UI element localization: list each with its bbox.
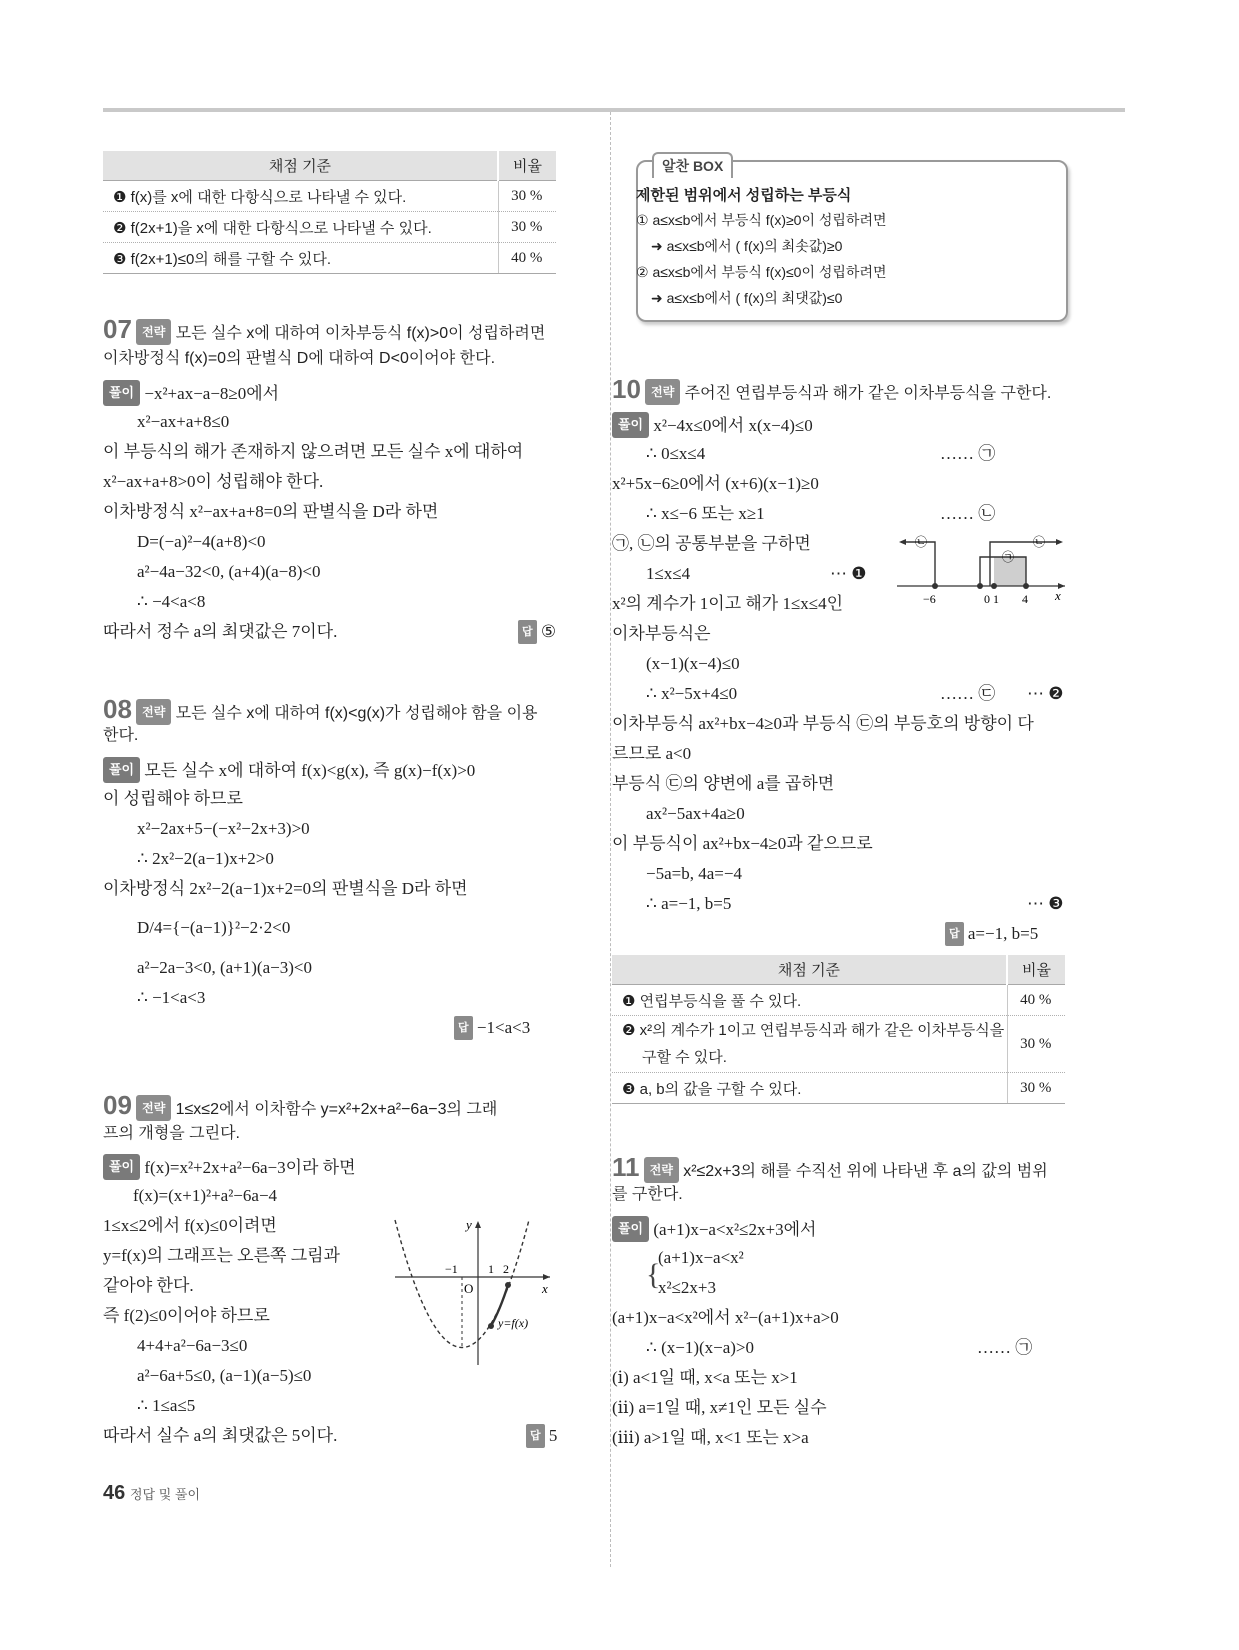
- solution-tag: 풀이: [103, 380, 140, 406]
- step-mark: ⋯ ❷: [1027, 684, 1064, 703]
- answer-tag: 답: [945, 922, 964, 946]
- table-row: [103, 181, 556, 212]
- solution-tag: 풀이: [612, 1216, 649, 1242]
- strategy-text: 프의 개형을 그린다.: [103, 1125, 240, 1142]
- tip-box-heading: 제한된 범위에서 성립하는 부등식: [636, 187, 852, 204]
- ratio-cell: 30 %: [1007, 1016, 1065, 1073]
- table-row: [103, 212, 556, 243]
- solution-line: a²−6a+5≤0, (a−1)(a−5)≤0: [137, 1366, 312, 1385]
- answer-tag: 답: [526, 1424, 545, 1448]
- strategy-text: 주어진 연립부등식과 해가 같은 이차부등식을 구한다.: [684, 385, 1052, 402]
- strategy-text: 한다.: [103, 727, 139, 744]
- point-4: [1023, 583, 1029, 589]
- answer-tag: 답: [518, 620, 537, 644]
- page-number: 46: [103, 1482, 126, 1504]
- table-row: [612, 1016, 1065, 1073]
- problem-11-heading: [612, 1152, 1048, 1184]
- solution-line: (a+1)x−a<x²에서 x²−(a+1)x+a>0: [612, 1308, 839, 1327]
- strategy-text: 모든 실수 x에 대하여 이차부등식 f(x)>0이 성립하려면: [175, 325, 546, 342]
- solution-line: ∴ x≤−6 또는 x≥1: [646, 504, 765, 523]
- strategy-tag: 전략: [644, 1157, 679, 1183]
- solution-line: [103, 380, 279, 406]
- solution-line: −5a=b, 4a=−4: [646, 864, 742, 883]
- criterion-cell: ❶ 연립부등식을 풀 수 있다.: [612, 985, 1007, 1016]
- solution-line: 4+4+a²−6a−3≤0: [137, 1336, 248, 1355]
- problem-number: 10: [612, 374, 641, 404]
- solution-line: 르므로 a<0: [612, 744, 692, 763]
- solution-line: x²+5x−6≥0에서 (x+6)(x−1)≥0: [612, 474, 819, 493]
- point-1: [991, 583, 997, 589]
- column-divider: [610, 112, 611, 1567]
- solution-line: x²−ax+a+8>0이 성립해야 한다.: [103, 472, 324, 491]
- tip-box-title: 알찬 BOX: [652, 152, 733, 178]
- criterion-cell: ❷ f(2x+1)을 x에 대한 다항식으로 나타낼 수 있다.: [103, 212, 498, 243]
- tick-label: −6: [923, 592, 936, 606]
- solution-line: f(x)=(x+1)²+a²−6a−4: [133, 1186, 278, 1205]
- strategy-text: x²≤2x+3의 해를 수직선 위에 나타낸 후 a의 값의 범위: [683, 1163, 1048, 1180]
- strategy-tag: 전략: [645, 379, 680, 405]
- table-header-criterion: 채점 기준: [103, 151, 498, 181]
- system-brace: {: [646, 1258, 661, 1291]
- y-label: y: [466, 1217, 472, 1232]
- solution-line: ∴ a=−1, b=5: [646, 894, 732, 913]
- solution-line: 이 성립해야 하므로: [103, 789, 243, 808]
- solution-line: y=f(x)의 그래프는 오른쪽 그림과: [103, 1246, 340, 1265]
- solution-line: x²−2ax+5−(−x²−2x+3)>0: [137, 819, 310, 838]
- tick-label: −1: [445, 1262, 458, 1276]
- solution-line: (ⅲ) a>1일 때, x<1 또는 x>a: [612, 1428, 809, 1447]
- criterion-text: ❷ x²의 계수가 1이고 연립부등식과 해가 같은 이차부등식을: [622, 1022, 1005, 1039]
- solution-line: 즉 f(2)≤0이어야 하므로: [103, 1306, 270, 1325]
- table-row: [612, 1073, 1065, 1104]
- solution-line: (x−1)(x−4)≤0: [646, 654, 740, 673]
- solution-line: [103, 1154, 356, 1180]
- solution-line: a²−2a−3<0, (a+1)(a−3)<0: [137, 958, 312, 977]
- solution-line: ∴ −4<a<8: [137, 592, 206, 611]
- solution-line: 이 부등식의 해가 존재하지 않으려면 모든 실수 x에 대하여: [103, 442, 524, 461]
- origin-label: O: [464, 1281, 474, 1296]
- table-row: [103, 243, 556, 274]
- region-left-arrow: [899, 539, 906, 545]
- page-footer: [103, 1482, 200, 1505]
- criterion-cell: ❸ f(2x+1)≤0의 해를 구할 수 있다.: [103, 243, 498, 274]
- answer: [945, 922, 1038, 946]
- top-rule: [103, 108, 1125, 112]
- region-label: ㉡: [1033, 535, 1046, 549]
- answer-value: −1<a<3: [476, 1018, 531, 1037]
- problem-number: 11: [612, 1152, 640, 1182]
- problem-number: 08: [103, 694, 132, 724]
- solution-line: 이차방정식 2x²−2(a−1)x+2=0의 판별식을 D라 하면: [103, 879, 468, 898]
- tick-label: 4: [1022, 592, 1028, 606]
- solution-text: 모든 실수 x에 대하여 f(x)<g(x), 즉 g(x)−f(x)>0: [144, 761, 476, 780]
- x-axis-arrow: [543, 1274, 550, 1280]
- tip-box-line: ➜ a≤x≤b에서 ( f(x)의 최댓값)≤0: [651, 290, 843, 306]
- step-mark: ⋯ ❶: [830, 564, 867, 583]
- x-label: x: [542, 1281, 548, 1296]
- problem-08-heading: [103, 694, 538, 726]
- solution-line: ∴ (x−1)(x−a)>0: [646, 1338, 755, 1357]
- solution-line: (ⅰ) a<1일 때, x<a 또는 x>1: [612, 1368, 798, 1387]
- equation-mark: …… ㉠: [977, 1338, 1033, 1357]
- solution-line: ∴ 2x²−2(a−1)x+2>0: [137, 849, 274, 868]
- criterion-text: 구할 수 있다.: [642, 1049, 727, 1066]
- tick-label: 1: [488, 1262, 494, 1276]
- solution-line: 1≤x≤2에서 f(x)≤0이려면: [103, 1216, 277, 1235]
- solution-line: 부등식 ㉢의 양변에 a를 곱하면: [612, 774, 835, 793]
- problem-number: 07: [103, 314, 132, 344]
- solution-tag: 풀이: [103, 757, 140, 783]
- equation-mark: …… ㉠: [940, 444, 996, 463]
- solution-line: (a+1)x−a<x²: [658, 1248, 744, 1267]
- criterion-cell: ❶ f(x)를 x에 대한 다항식으로 나타낼 수 있다.: [103, 181, 498, 212]
- tip-box-line: ② a≤x≤b에서 부등식 f(x)≤0이 성립하려면: [636, 264, 887, 280]
- criterion-cell: ❸ a, b의 값을 구할 수 있다.: [612, 1073, 1007, 1104]
- ratio-cell: 30 %: [498, 181, 556, 212]
- answer: [518, 620, 556, 644]
- solution-line: 1≤x≤4: [646, 564, 691, 583]
- strategy-tag: 전략: [136, 1095, 171, 1121]
- ratio-cell: 40 %: [1007, 985, 1065, 1016]
- problem-10-heading: [612, 374, 1052, 406]
- solution-text: (a+1)x−a<x²≤2x+3에서: [653, 1220, 817, 1239]
- solution-tag: 풀이: [103, 1154, 140, 1180]
- tip-box-line: ① a≤x≤b에서 부등식 f(x)≥0이 성립하려면: [636, 212, 887, 228]
- solution-line: ㉠, ㉡의 공통부분을 구하면: [612, 534, 811, 553]
- solution-text: f(x)=x²+2x+a²−6a−3이라 하면: [144, 1158, 356, 1177]
- solution-line: (ⅱ) a=1일 때, x≠1인 모든 실수: [612, 1398, 827, 1417]
- solution-line: [612, 412, 813, 438]
- solution-text: −x²+ax−a−8≥0에서: [144, 384, 280, 403]
- solution-line: a²−4a−32<0, (a+4)(a−8)<0: [137, 562, 321, 581]
- strategy-text: 이차방정식 f(x)=0의 판별식 D에 대하여 D<0이어야 한다.: [103, 350, 496, 367]
- equation-mark: …… ㉡: [940, 504, 996, 523]
- answer-value: ⑤: [540, 622, 557, 641]
- problem-07-heading: [103, 314, 546, 346]
- problem-number: 09: [103, 1090, 132, 1120]
- solution-line: x²의 계수가 1이고 해가 1≤x≤4인: [612, 594, 844, 613]
- solution-line: D/4={−(a−1)}²−2·2<0: [137, 918, 291, 937]
- ratio-cell: 30 %: [498, 212, 556, 243]
- answer: [526, 1424, 557, 1448]
- solution-line: D=(−a)²−4(a+8)<0: [137, 532, 266, 551]
- solution-line: 이 부등식이 ax²+bx−4≥0과 같으므로: [612, 834, 873, 853]
- strategy-text: 모든 실수 x에 대하여 f(x)<g(x)가 성립해야 함을 이용: [175, 705, 538, 722]
- answer-value: a=−1, b=5: [967, 924, 1039, 943]
- number-line: [895, 530, 1070, 608]
- table-header-ratio: 비율: [498, 151, 556, 181]
- tip-box-line: ➜ a≤x≤b에서 ( f(x)의 최솟값)≥0: [651, 238, 843, 254]
- curve-label: y=f(x): [498, 1316, 529, 1330]
- parabola-graph: [390, 1215, 560, 1375]
- table-header-criterion: 채점 기준: [612, 955, 1007, 985]
- point-x2: [505, 1282, 511, 1288]
- strategy-tag: 전략: [136, 699, 171, 725]
- grading-table-top: [103, 151, 556, 274]
- solution-line: ax²−5ax+4a≥0: [646, 804, 745, 823]
- ratio-cell: 30 %: [1007, 1073, 1065, 1104]
- point-neg6: [932, 583, 938, 589]
- step-mark: ⋯ ❸: [1027, 894, 1064, 913]
- tick-label: 0: [984, 592, 990, 606]
- region-label: ㉡: [915, 535, 928, 549]
- axis-label: x: [1055, 588, 1061, 603]
- region-label: ㉠: [1002, 550, 1015, 564]
- tick-label: 2: [503, 1262, 509, 1276]
- solution-tag: 풀이: [612, 412, 649, 438]
- solution-line: x²−ax+a+8≤0: [137, 412, 230, 431]
- solution-line: ∴ 0≤x≤4: [646, 444, 706, 463]
- table-header-ratio: 비율: [1007, 955, 1065, 985]
- problem-09-heading: [103, 1090, 498, 1122]
- solution-line: ∴ −1<a<3: [137, 988, 206, 1007]
- point-0: [977, 583, 983, 589]
- solution-text: x²−4x≤0에서 x(x−4)≤0: [653, 416, 813, 435]
- solution-line: 이차부등식은: [612, 624, 711, 643]
- strategy-text: 1≤x≤2에서 이차함수 y=x²+2x+a²−6a−3의 그래: [175, 1101, 498, 1118]
- strategy-tag: 전략: [136, 319, 171, 345]
- y-axis-arrow: [475, 1221, 481, 1228]
- ratio-cell: 40 %: [498, 243, 556, 274]
- answer-tag: 답: [454, 1016, 473, 1040]
- grading-table-mid: [612, 955, 1065, 1104]
- solution-line: 이차방정식 x²−ax+a+8=0의 판별식을 D라 하면: [103, 502, 439, 521]
- solution-line: ∴ 1≤a≤5: [137, 1396, 196, 1415]
- answer-value: 5: [548, 1426, 558, 1445]
- solution-line: 따라서 정수 a의 최댓값은 7이다.: [103, 622, 338, 641]
- strategy-text: 를 구한다.: [612, 1186, 683, 1203]
- solution-line: 같아야 한다.: [103, 1276, 194, 1295]
- tick-label: 1: [993, 592, 999, 606]
- solution-line: 따라서 실수 a의 최댓값은 5이다.: [103, 1426, 338, 1445]
- table-row: [612, 985, 1065, 1016]
- region-right-arrow: [1056, 539, 1063, 545]
- point-x1: [488, 1323, 494, 1329]
- solution-line: ∴ x²−5x+4≤0: [646, 684, 738, 703]
- equation-mark: …… ㉢: [940, 684, 996, 703]
- solution-line: [103, 757, 475, 783]
- solution-line: x²≤2x+3: [658, 1278, 717, 1297]
- footer-label: 정답 및 풀이: [129, 1487, 200, 1502]
- solution-line: 이차부등식 ax²+bx−4≥0과 부등식 ㉢의 부등호의 방향이 다: [612, 714, 1034, 733]
- answer: [454, 1016, 530, 1040]
- criterion-cell: [612, 1016, 1007, 1073]
- solution-line: [612, 1216, 816, 1242]
